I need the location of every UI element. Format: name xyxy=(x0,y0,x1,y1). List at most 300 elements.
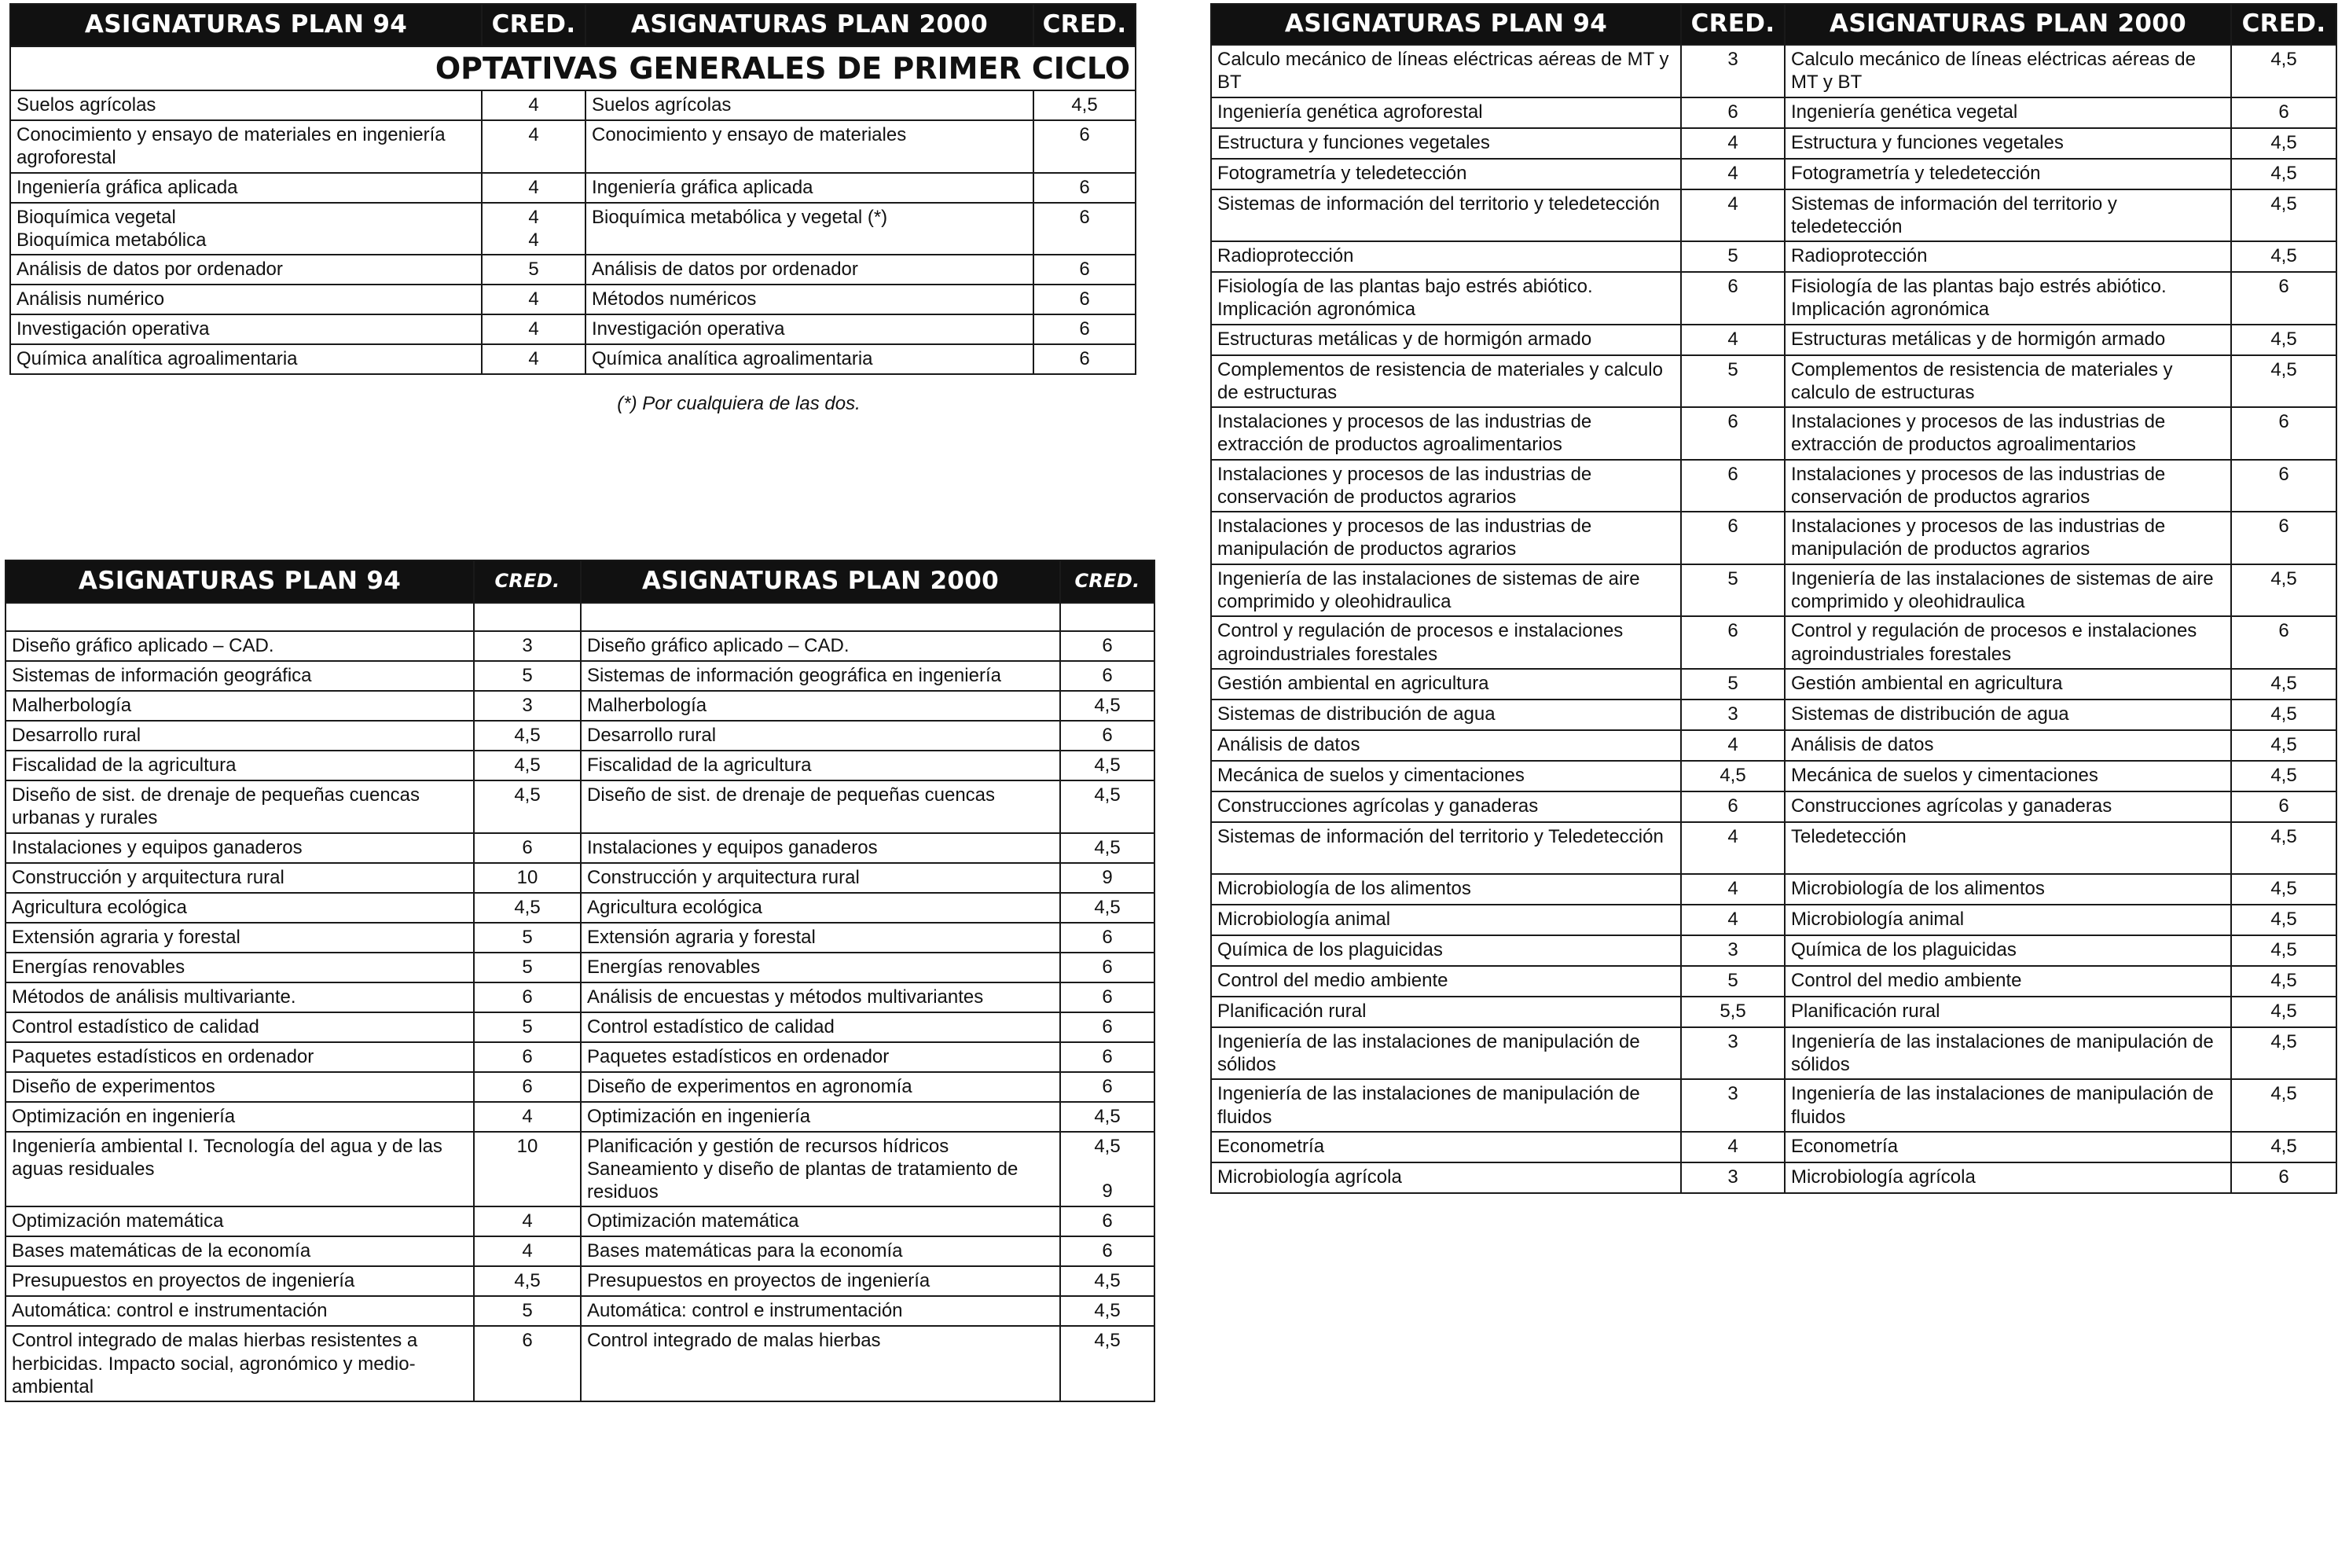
credits-plan2000: 6 xyxy=(1060,1042,1154,1072)
table-row xyxy=(6,1206,1154,1236)
credits-plan94: 6 xyxy=(474,1072,581,1102)
footnote: (*) Por cualquiera de las dos. xyxy=(617,393,861,414)
table-row xyxy=(1211,159,2336,189)
credits-plan94: 4 xyxy=(1681,905,1785,935)
credits-plan94: 4,5 xyxy=(474,1266,581,1296)
credits-plan94: 5 xyxy=(474,1296,581,1326)
subject-plan2000: Métodos numéricos xyxy=(585,285,1033,314)
subject-plan2000: Radioprotección xyxy=(1785,241,2231,272)
table-row xyxy=(1211,616,2336,669)
subject-plan94: Análisis de datos xyxy=(1211,730,1681,761)
table-optativas-primer-ciclo xyxy=(9,3,1136,375)
subject-plan94: Control integrado de malas hierbas resistentes a herbicidas. Impacto social, agronómico y medio-ambiental xyxy=(6,1326,474,1401)
table-row xyxy=(1211,700,2336,730)
subject-plan94: Ingeniería de las instalaciones de manipulación de sólidos xyxy=(1211,1027,1681,1080)
credits-plan94: 5,5 xyxy=(1681,997,1785,1027)
subject-plan94: Radioprotección xyxy=(1211,241,1681,272)
subject-plan94: Estructuras metálicas y de hormigón armado xyxy=(1211,325,1681,355)
subject-plan94: Agricultura ecológica xyxy=(6,893,474,923)
subject-plan2000: Control integrado de malas hierbas xyxy=(581,1326,1060,1401)
subject-plan94: Optimización en ingeniería xyxy=(6,1102,474,1132)
credits-plan94: 4 xyxy=(1681,159,1785,189)
credits-plan94: 4 xyxy=(1681,874,1785,905)
table-row xyxy=(1211,761,2336,791)
table-row xyxy=(6,631,1154,661)
subject-plan94: Energías renovables xyxy=(6,953,474,982)
subject-plan2000: Fisiología de las plantas bajo estrés abiótico. Implicación agronómica xyxy=(1785,272,2231,325)
table-row xyxy=(6,661,1154,691)
subject-plan94: Mecánica de suelos y cimentaciones xyxy=(1211,761,1681,791)
subject-plan94: Fotogrametría y teledetección xyxy=(1211,159,1681,189)
subject-plan94: Gestión ambiental en agricultura xyxy=(1211,669,1681,700)
credits-plan2000: 6 xyxy=(1033,285,1136,314)
subject-plan94: Sistemas de distribución de agua xyxy=(1211,700,1681,730)
table-row xyxy=(6,982,1154,1012)
credits-plan94: 6 xyxy=(1681,460,1785,512)
subject-plan94: Extensión agraria y forestal xyxy=(6,923,474,953)
credits-plan94 xyxy=(474,603,581,631)
subject-plan2000: Automática: control e instrumentación xyxy=(581,1296,1060,1326)
credits-plan2000: 4,5 xyxy=(2231,241,2336,272)
credits-plan94: 5 xyxy=(1681,241,1785,272)
table-row xyxy=(1211,189,2336,242)
table-row xyxy=(6,1296,1154,1326)
credits-plan94: 4 xyxy=(482,90,585,120)
credits-plan94-line: 4 xyxy=(528,229,539,251)
subject-plan2000: Econometría xyxy=(1785,1132,2231,1162)
credits-plan2000: 6 xyxy=(1033,120,1136,173)
table-row xyxy=(10,314,1136,344)
credits-plan2000 xyxy=(1060,603,1154,631)
subject-plan94: Control estadístico de calidad xyxy=(6,1012,474,1042)
credits-plan94: 6 xyxy=(1681,791,1785,822)
table-row xyxy=(10,344,1136,374)
subject-plan94: Econometría xyxy=(1211,1132,1681,1162)
subject-plan94: Microbiología de los alimentos xyxy=(1211,874,1681,905)
table-row xyxy=(6,721,1154,751)
credits-plan94: 4 xyxy=(1681,189,1785,242)
subject-plan2000: Química de los plaguicidas xyxy=(1785,935,2231,966)
subject-plan94: Optimización matemática xyxy=(6,1206,474,1236)
credits-plan2000: 6 xyxy=(2231,460,2336,512)
subject-plan94: Planificación rural xyxy=(1211,997,1681,1027)
table-row xyxy=(6,751,1154,780)
credits-plan2000: 4,5 xyxy=(1060,1102,1154,1132)
table-row xyxy=(1211,1079,2336,1132)
subject-plan2000: Gestión ambiental en agricultura xyxy=(1785,669,2231,700)
credits-plan2000: 6 xyxy=(2231,1162,2336,1193)
table-row xyxy=(6,780,1154,833)
credits-plan94: 4 xyxy=(474,1206,581,1236)
subject-plan2000: Ingeniería de las instalaciones de manipulación de fluidos xyxy=(1785,1079,2231,1132)
credits-plan2000: 6 xyxy=(1033,203,1136,255)
subject-plan94: Microbiología animal xyxy=(1211,905,1681,935)
credits-plan94-line: 4 xyxy=(528,206,539,228)
subject-plan94: Ingeniería de las instalaciones de sistemas de aire comprimido y oleohidraulica xyxy=(1211,564,1681,617)
subject-plan2000: Control estadístico de calidad xyxy=(581,1012,1060,1042)
header-cred94: CRED. xyxy=(1681,4,1785,45)
header-cred2000: CRED. xyxy=(1060,560,1154,603)
subject-plan94: Métodos de análisis multivariante. xyxy=(6,982,474,1012)
credits-plan94: 6 xyxy=(1681,272,1785,325)
subject-plan2000: Química analítica agroalimentaria xyxy=(585,344,1033,374)
table-row xyxy=(1211,272,2336,325)
table-row xyxy=(6,863,1154,893)
table-row xyxy=(6,1236,1154,1266)
credits-plan2000: 4,5 xyxy=(2231,325,2336,355)
subject-plan94: Fisiología de las plantas bajo estrés abiótico. Implicación agronómica xyxy=(1211,272,1681,325)
credits-plan2000: 4,5 xyxy=(2231,189,2336,242)
subject-plan94: Química de los plaguicidas xyxy=(1211,935,1681,966)
credits-plan2000: 4,5 xyxy=(2231,45,2336,97)
credits-plan94: 6 xyxy=(1681,512,1785,564)
subject-plan2000: Optimización en ingeniería xyxy=(581,1102,1060,1132)
table-row xyxy=(1211,512,2336,564)
subject-plan94: Control del medio ambiente xyxy=(1211,966,1681,997)
credits-plan2000: 6 xyxy=(2231,791,2336,822)
credits-plan2000: 4,5 xyxy=(2231,564,2336,617)
credits-plan2000-line: 4,5 xyxy=(1094,1135,1121,1157)
header-plan94: ASIGNATURAS PLAN 94 xyxy=(6,560,474,603)
credits-plan2000: 4,5 xyxy=(2231,997,2336,1027)
credits-plan2000-line: 9 xyxy=(1102,1180,1113,1202)
table-row xyxy=(6,691,1154,721)
credits-plan94: 4 xyxy=(474,1236,581,1266)
table-row xyxy=(1211,97,2336,128)
credits-plan94: 6 xyxy=(474,1042,581,1072)
subject-plan94: Análisis de datos por ordenador xyxy=(10,255,482,285)
credits-plan94: 10 xyxy=(474,1132,581,1207)
subject-plan2000: Diseño de sist. de drenaje de pequeñas cuencas xyxy=(581,780,1060,833)
subject-plan2000: Construcción y arquitectura rural xyxy=(581,863,1060,893)
subject-plan94: Conocimiento y ensayo de materiales en ingeniería agroforestal xyxy=(10,120,482,173)
table-row xyxy=(6,1132,1154,1207)
credits-plan2000: 6 xyxy=(1033,255,1136,285)
subject-plan2000: Instalaciones y equipos ganaderos xyxy=(581,833,1060,863)
subject-plan2000: Agricultura ecológica xyxy=(581,893,1060,923)
subject-plan2000: Ingeniería de las instalaciones de manipulación de sólidos xyxy=(1785,1027,2231,1080)
table-row xyxy=(6,1012,1154,1042)
subject-plan2000: Microbiología animal xyxy=(1785,905,2231,935)
credits-plan94: 4 xyxy=(1681,1132,1785,1162)
credits-plan94: 4 xyxy=(482,285,585,314)
credits-plan2000: 4,5 xyxy=(2231,1027,2336,1080)
subject-plan94: Complementos de resistencia de materiales y calculo de estructuras xyxy=(1211,355,1681,408)
subject-plan94: Malherbología xyxy=(6,691,474,721)
credits-plan2000: 4,5 xyxy=(2231,822,2336,874)
subject-plan2000: Diseño de experimentos en agronomía xyxy=(581,1072,1060,1102)
subject-plan94: Ingeniería ambiental I. Tecnología del agua y de las aguas residuales xyxy=(6,1132,474,1207)
subject-plan2000: Teledetección xyxy=(1785,822,2231,874)
subject-plan94: Automática: control e instrumentación xyxy=(6,1296,474,1326)
subject-plan94: Bases matemáticas de la economía xyxy=(6,1236,474,1266)
subject-plan2000: Extensión agraria y forestal xyxy=(581,923,1060,953)
subject-plan2000: Instalaciones y procesos de las industrias de extracción de productos agroalimentarios xyxy=(1785,407,2231,460)
table-row xyxy=(10,90,1136,120)
table-row xyxy=(1211,822,2336,874)
credits-plan94: 4 xyxy=(482,173,585,203)
subject-plan2000-line: Planificación y gestión de recursos hídricos xyxy=(587,1135,949,1157)
subject-plan94: Paquetes estadísticos en ordenador xyxy=(6,1042,474,1072)
subject-plan94 xyxy=(10,203,482,255)
credits-plan2000 xyxy=(1060,1132,1154,1207)
table-row xyxy=(6,1326,1154,1401)
table-row xyxy=(1211,966,2336,997)
subject-plan2000-line: Saneamiento y diseño de plantas de tratamiento de residuos xyxy=(587,1158,1019,1203)
credits-plan94: 6 xyxy=(474,982,581,1012)
subject-plan94: Sistemas de información geográfica xyxy=(6,661,474,691)
credits-plan2000: 4,5 xyxy=(2231,905,2336,935)
subject-plan94: Fiscalidad de la agricultura xyxy=(6,751,474,780)
subject-plan2000: Mecánica de suelos y cimentaciones xyxy=(1785,761,2231,791)
subject-plan2000: Microbiología de los alimentos xyxy=(1785,874,2231,905)
credits-plan94: 6 xyxy=(474,1326,581,1401)
credits-plan2000: 6 xyxy=(1033,344,1136,374)
subject-plan2000: Sistemas de distribución de agua xyxy=(1785,700,2231,730)
table-row xyxy=(1211,325,2336,355)
credits-plan2000: 6 xyxy=(1033,173,1136,203)
subject-plan2000: Energías renovables xyxy=(581,953,1060,982)
subject-plan2000: Estructura y funciones vegetales xyxy=(1785,128,2231,159)
table-row xyxy=(1211,935,2336,966)
credits-plan2000: 4,5 xyxy=(2231,128,2336,159)
credits-plan94: 3 xyxy=(1681,45,1785,97)
subject-plan2000: Microbiología agrícola xyxy=(1785,1162,2231,1193)
subject-plan2000: Análisis de encuestas y métodos multivariantes xyxy=(581,982,1060,1012)
table-row xyxy=(1211,128,2336,159)
table-row xyxy=(6,1266,1154,1296)
subject-plan2000 xyxy=(581,1132,1060,1207)
credits-plan2000: 4,5 xyxy=(1060,1296,1154,1326)
credits-plan2000: 6 xyxy=(2231,407,2336,460)
table-row xyxy=(10,285,1136,314)
table-row xyxy=(1211,791,2336,822)
credits-plan94: 4 xyxy=(474,1102,581,1132)
table-row xyxy=(1211,355,2336,408)
table-row xyxy=(1211,905,2336,935)
table-row xyxy=(1211,1162,2336,1193)
credits-plan94: 5 xyxy=(1681,564,1785,617)
credits-plan94: 5 xyxy=(1681,669,1785,700)
subject-plan94: Control y regulación de procesos e instalaciones agroindustriales forestales xyxy=(1211,616,1681,669)
subject-plan2000: Sistemas de información del territorio y teledetección xyxy=(1785,189,2231,242)
subject-plan2000: Diseño gráfico aplicado – CAD. xyxy=(581,631,1060,661)
subject-plan94: Calculo mecánico de líneas eléctricas aéreas de MT y BT xyxy=(1211,45,1681,97)
subject-plan94: Construcciones agrícolas y ganaderas xyxy=(1211,791,1681,822)
subject-plan94: Ingeniería gráfica aplicada xyxy=(10,173,482,203)
table-row xyxy=(6,1072,1154,1102)
subject-plan2000: Instalaciones y procesos de las industrias de conservación de productos agrarios xyxy=(1785,460,2231,512)
subject-plan2000: Conocimiento y ensayo de materiales xyxy=(585,120,1033,173)
credits-plan2000: 6 xyxy=(1060,661,1154,691)
subject-plan94: Ingeniería genética agroforestal xyxy=(1211,97,1681,128)
subject-plan94: Química analítica agroalimentaria xyxy=(10,344,482,374)
subject-plan2000 xyxy=(581,603,1060,631)
table-row xyxy=(1211,1027,2336,1080)
header-plan2000: ASIGNATURAS PLAN 2000 xyxy=(1785,4,2231,45)
credits-plan94: 4,5 xyxy=(474,780,581,833)
subject-plan2000: Análisis de datos xyxy=(1785,730,2231,761)
table-row xyxy=(10,255,1136,285)
credits-plan94: 3 xyxy=(1681,700,1785,730)
credits-plan94: 3 xyxy=(1681,1162,1785,1193)
subject-plan94: Construcción y arquitectura rural xyxy=(6,863,474,893)
credits-plan2000: 6 xyxy=(2231,272,2336,325)
credits-plan2000: 6 xyxy=(2231,512,2336,564)
subject-plan2000: Calculo mecánico de líneas eléctricas aéreas de MT y BT xyxy=(1785,45,2231,97)
table-row xyxy=(6,893,1154,923)
header-plan2000: ASIGNATURAS PLAN 2000 xyxy=(581,560,1060,603)
subject-plan2000: Presupuestos en proyectos de ingeniería xyxy=(581,1266,1060,1296)
subject-plan2000: Desarrollo rural xyxy=(581,721,1060,751)
header-cred2000: CRED. xyxy=(2231,4,2336,45)
subject-plan94: Investigación operativa xyxy=(10,314,482,344)
table-row xyxy=(6,1042,1154,1072)
subject-plan2000: Paquetes estadísticos en ordenador xyxy=(581,1042,1060,1072)
credits-plan2000: 6 xyxy=(1060,923,1154,953)
table-row xyxy=(1211,241,2336,272)
table-row xyxy=(1211,564,2336,617)
header-plan94: ASIGNATURAS PLAN 94 xyxy=(1211,4,1681,45)
table-row xyxy=(10,173,1136,203)
subject-plan94-line: Bioquímica vegetal xyxy=(17,206,176,228)
subject-plan2000: Control del medio ambiente xyxy=(1785,966,2231,997)
credits-plan94: 5 xyxy=(474,661,581,691)
subject-plan94: Microbiología agrícola xyxy=(1211,1162,1681,1193)
subject-plan2000: Construcciones agrícolas y ganaderas xyxy=(1785,791,2231,822)
subject-plan2000: Ingeniería gráfica aplicada xyxy=(585,173,1033,203)
table-row xyxy=(1211,669,2336,700)
table-row xyxy=(6,923,1154,953)
credits-plan94: 3 xyxy=(1681,1027,1785,1080)
subject-plan94: Análisis numérico xyxy=(10,285,482,314)
credits-plan94: 4,5 xyxy=(474,751,581,780)
credits-plan94: 4 xyxy=(482,120,585,173)
table-row xyxy=(6,953,1154,982)
subject-plan94: Instalaciones y procesos de las industrias de extracción de productos agroalimentarios xyxy=(1211,407,1681,460)
header-plan94: ASIGNATURAS PLAN 94 xyxy=(10,4,482,46)
credits-plan2000: 4,5 xyxy=(2231,935,2336,966)
table-row xyxy=(1211,1132,2336,1162)
subject-plan2000: Análisis de datos por ordenador xyxy=(585,255,1033,285)
subject-plan2000: Fotogrametría y teledetección xyxy=(1785,159,2231,189)
credits-plan94: 5 xyxy=(482,255,585,285)
subject-plan94: Instalaciones y procesos de las industrias de manipulación de productos agrarios xyxy=(1211,512,1681,564)
subject-plan2000: Ingeniería de las instalaciones de sistemas de aire comprimido y oleohidraulica xyxy=(1785,564,2231,617)
table-row xyxy=(1211,460,2336,512)
credits-plan94: 4 xyxy=(1681,325,1785,355)
credits-plan2000: 4,5 xyxy=(1060,691,1154,721)
table-optativas-c xyxy=(1210,3,2337,1194)
credits-plan2000: 4,5 xyxy=(1060,1266,1154,1296)
subject-plan2000: Investigación operativa xyxy=(585,314,1033,344)
subject-plan2000: Suelos agrícolas xyxy=(585,90,1033,120)
table-optativas-b xyxy=(5,560,1155,1402)
credits-plan2000: 4,5 xyxy=(1060,780,1154,833)
credits-plan94: 4,5 xyxy=(1681,761,1785,791)
table-row xyxy=(1211,730,2336,761)
credits-plan94: 5 xyxy=(474,1012,581,1042)
credits-plan2000: 6 xyxy=(1060,1072,1154,1102)
credits-plan2000: 6 xyxy=(1060,1236,1154,1266)
header-cred94: CRED. xyxy=(474,560,581,603)
header-plan2000: ASIGNATURAS PLAN 2000 xyxy=(585,4,1033,46)
subject-plan2000: Ingeniería genética vegetal xyxy=(1785,97,2231,128)
table-row xyxy=(6,603,1154,631)
credits-plan2000: 6 xyxy=(2231,616,2336,669)
credits-plan94: 4,5 xyxy=(474,893,581,923)
credits-plan2000: 4,5 xyxy=(2231,1079,2336,1132)
credits-plan2000: 4,5 xyxy=(2231,700,2336,730)
subject-plan94: Estructura y funciones vegetales xyxy=(1211,128,1681,159)
subject-plan2000: Bioquímica metabólica y vegetal (*) xyxy=(585,203,1033,255)
credits-plan2000: 6 xyxy=(1060,1012,1154,1042)
credits-plan94: 3 xyxy=(1681,935,1785,966)
credits-plan2000: 6 xyxy=(1060,1206,1154,1236)
credits-plan94: 4 xyxy=(482,344,585,374)
subject-plan94-line: Bioquímica metabólica xyxy=(17,229,207,251)
credits-plan94: 10 xyxy=(474,863,581,893)
credits-plan94: 5 xyxy=(474,923,581,953)
subject-plan94: Instalaciones y procesos de las industrias de conservación de productos agrarios xyxy=(1211,460,1681,512)
subject-plan94: Diseño de sist. de drenaje de pequeñas cuencas urbanas y rurales xyxy=(6,780,474,833)
section-title: OPTATIVAS GENERALES DE PRIMER CICLO xyxy=(10,46,1136,90)
credits-plan94: 6 xyxy=(1681,407,1785,460)
subject-plan2000: Instalaciones y procesos de las industrias de manipulación de productos agrarios xyxy=(1785,512,2231,564)
subject-plan94: Desarrollo rural xyxy=(6,721,474,751)
credits-plan94: 5 xyxy=(1681,966,1785,997)
credits-plan2000: 6 xyxy=(1060,631,1154,661)
credits-plan94: 6 xyxy=(474,833,581,863)
subject-plan94: Diseño gráfico aplicado – CAD. xyxy=(6,631,474,661)
subject-plan2000: Malherbología xyxy=(581,691,1060,721)
credits-plan2000: 9 xyxy=(1060,863,1154,893)
subject-plan94: Presupuestos en proyectos de ingeniería xyxy=(6,1266,474,1296)
credits-plan2000: 4,5 xyxy=(2231,761,2336,791)
table-row xyxy=(1211,997,2336,1027)
credits-plan94: 6 xyxy=(1681,97,1785,128)
credits-plan94: 4,5 xyxy=(474,721,581,751)
credits-plan94 xyxy=(482,203,585,255)
credits-plan94: 6 xyxy=(1681,616,1785,669)
header-cred94: CRED. xyxy=(482,4,585,46)
header-cred2000: CRED. xyxy=(1033,4,1136,46)
credits-plan94: 5 xyxy=(474,953,581,982)
credits-plan2000: 4,5 xyxy=(1033,90,1136,120)
table-row xyxy=(1211,45,2336,97)
credits-plan94: 3 xyxy=(1681,1079,1785,1132)
credits-plan2000: 6 xyxy=(1060,953,1154,982)
credits-plan2000: 6 xyxy=(2231,97,2336,128)
table-row xyxy=(6,1102,1154,1132)
credits-plan94: 3 xyxy=(474,691,581,721)
credits-plan2000: 4,5 xyxy=(1060,1326,1154,1401)
table-row xyxy=(10,120,1136,173)
subject-plan2000: Estructuras metálicas y de hormigón armado xyxy=(1785,325,2231,355)
subject-plan2000: Optimización matemática xyxy=(581,1206,1060,1236)
subject-plan2000: Sistemas de información geográfica en ingeniería xyxy=(581,661,1060,691)
subject-plan94: Sistemas de información del territorio y Teledetección xyxy=(1211,822,1681,874)
credits-plan2000: 4,5 xyxy=(2231,669,2336,700)
credits-plan94: 5 xyxy=(1681,355,1785,408)
table-row xyxy=(6,833,1154,863)
subject-plan94: Sistemas de información del territorio y teledetección xyxy=(1211,189,1681,242)
credits-plan2000: 6 xyxy=(1060,982,1154,1012)
subject-plan2000: Control y regulación de procesos e instalaciones agroindustriales forestales xyxy=(1785,616,2231,669)
credits-plan2000: 4,5 xyxy=(2231,1132,2336,1162)
credits-plan2000: 4,5 xyxy=(1060,833,1154,863)
subject-plan94: Ingeniería de las instalaciones de manipulación de fluidos xyxy=(1211,1079,1681,1132)
